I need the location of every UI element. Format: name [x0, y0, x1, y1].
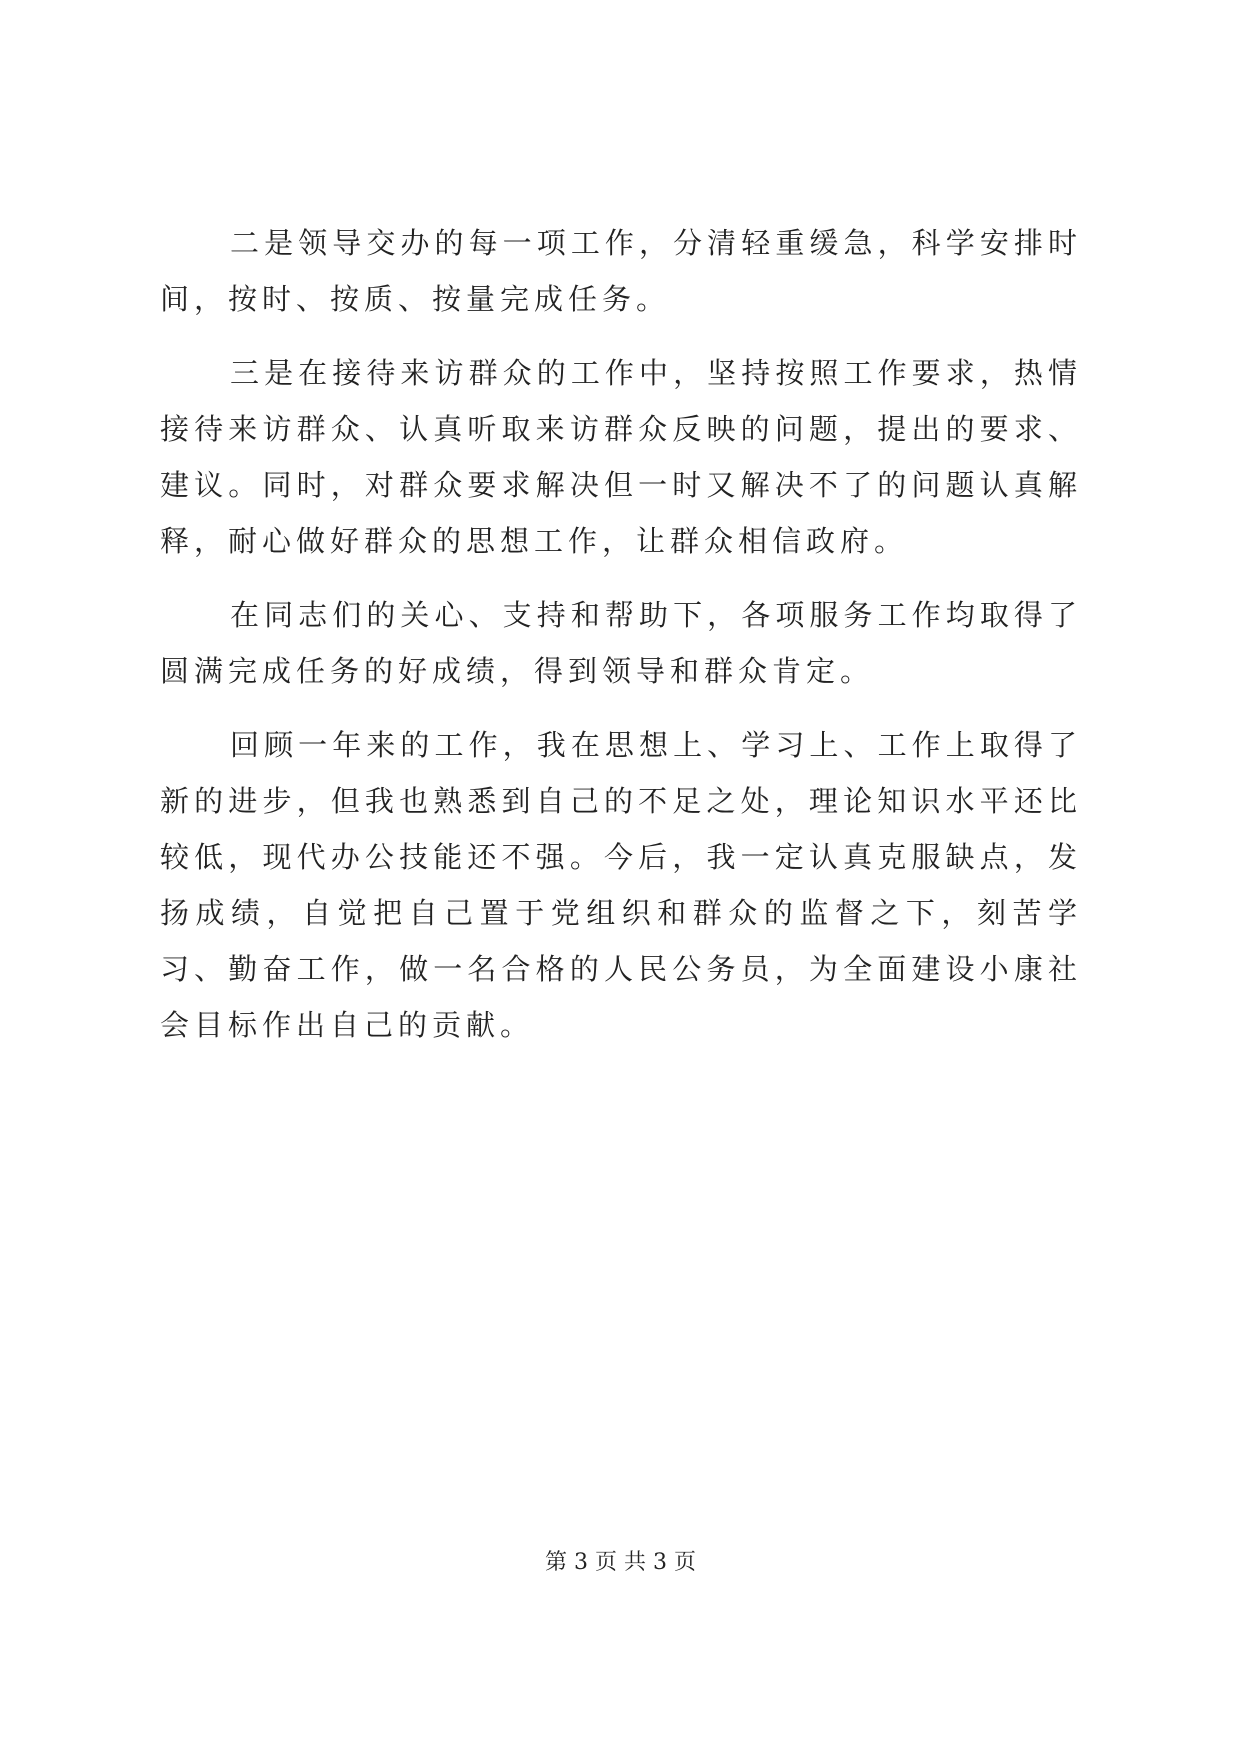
- paragraph: 二是领导交办的每一项工作，分清轻重缓急，科学安排时间，按时、按质、按量完成任务。: [160, 226, 1082, 316]
- page-number-footer: 第 3 页 共 3 页: [545, 1550, 696, 1575]
- paragraph: 回顾一年来的工作，我在思想上、学习上、工作上取得了新的进步，但我也熟悉到自己的不足之处，理论知识水平还比较低，现代办公技能还不强。今后，我一定认真克服缺点，发扬成绩，自觉把自己置于党组织和群众的监督之下，刻苦学习、勤奋工作，做一名合格的人民公务员，为全面建设小康社会目标作出自己的贡献。: [160, 728, 1082, 1042]
- paragraph: 在同志们的关心、支持和帮助下，各项服务工作均取得了圆满完成任务的好成绩，得到领导和群众肯定。: [160, 598, 1082, 688]
- document-body: [160, 215, 1082, 1053]
- paragraph: 三是在接待来访群众的工作中，坚持按照工作要求，热情接待来访群众、认真听取来访群众反映的问题，提出的要求、建议。同时，对群众要求解决但一时又解决不了的问题认真解释，耐心做好群众的思想工作，让群众相信政府。: [160, 356, 1082, 558]
